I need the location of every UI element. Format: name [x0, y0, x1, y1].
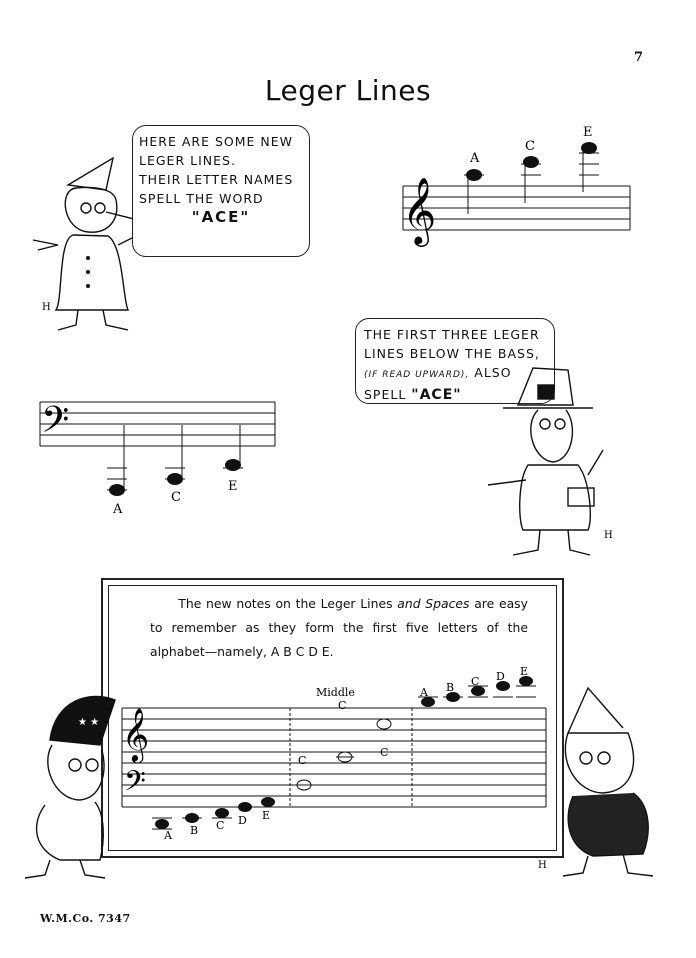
c-right-label: C [380, 746, 389, 759]
wizard-elf-illustration [20, 690, 120, 885]
artist-mark: H [42, 302, 51, 313]
info-paragraph: The new notes on the Leger Lines and Spaces are easy to remember as they form the first five letters of the alphabet—namely, A B C D E. [150, 596, 528, 659]
ace-word: "ACE" [191, 208, 251, 226]
grand-staff-bass-clef-icon: 𝄢 [124, 765, 146, 805]
svg-text:H: H [604, 530, 613, 541]
treble-note-a-label: A [470, 151, 480, 166]
upper-note-d: D [496, 670, 505, 683]
bass-note-e-label: E [228, 479, 238, 494]
upper-note-a: A [420, 686, 428, 699]
svg-text:H: H [538, 860, 547, 871]
lower-note-a: A [164, 829, 172, 842]
treble-note-c-label: C [525, 139, 535, 154]
lower-note-c: C [216, 819, 225, 832]
lower-note-e: E [262, 809, 271, 822]
svg-text:★ ★: ★ ★ [78, 717, 100, 728]
upper-note-c: C [471, 675, 480, 688]
treble-clef-icon: 𝄞 [402, 176, 437, 244]
middle-c-label: C [338, 699, 347, 712]
grand-staff-abcde [118, 665, 550, 848]
middle-label: Middle [316, 686, 355, 699]
page-number: 7 [634, 50, 644, 65]
grand-staff-treble-clef-icon: 𝄞 [122, 707, 150, 761]
bass-clef-icon: 𝄢 [41, 399, 70, 450]
bass-note-c-label: C [171, 490, 181, 505]
smiling-elf-illustration [538, 678, 666, 888]
upper-note-e: E [520, 665, 529, 678]
treble-note-e-label: E [583, 125, 593, 140]
lower-note-d: D [238, 814, 247, 827]
pilgrim-elf-illustration [478, 350, 628, 565]
speech-bubble-bass: THE FIRST THREE LEGER LINES BELOW THE BASS, (IF READ UPWARD), ALSO SPELL "ACE" [355, 318, 555, 404]
treble-staff-example [398, 120, 638, 270]
bass-staff-example [35, 395, 285, 520]
page-title: Leger Lines [264, 74, 432, 107]
c-left-label: C [298, 754, 307, 767]
upper-note-b: B [446, 681, 455, 694]
lower-note-b: B [190, 824, 199, 837]
publisher-code: W.M.Co. 7347 [40, 912, 131, 925]
bass-note-a-label: A [113, 502, 123, 517]
speech-bubble-treble: HERE ARE SOME NEW LEGER LINES. THEIR LETTER NAMES SPELL THE WORD "ACE" [132, 125, 310, 257]
